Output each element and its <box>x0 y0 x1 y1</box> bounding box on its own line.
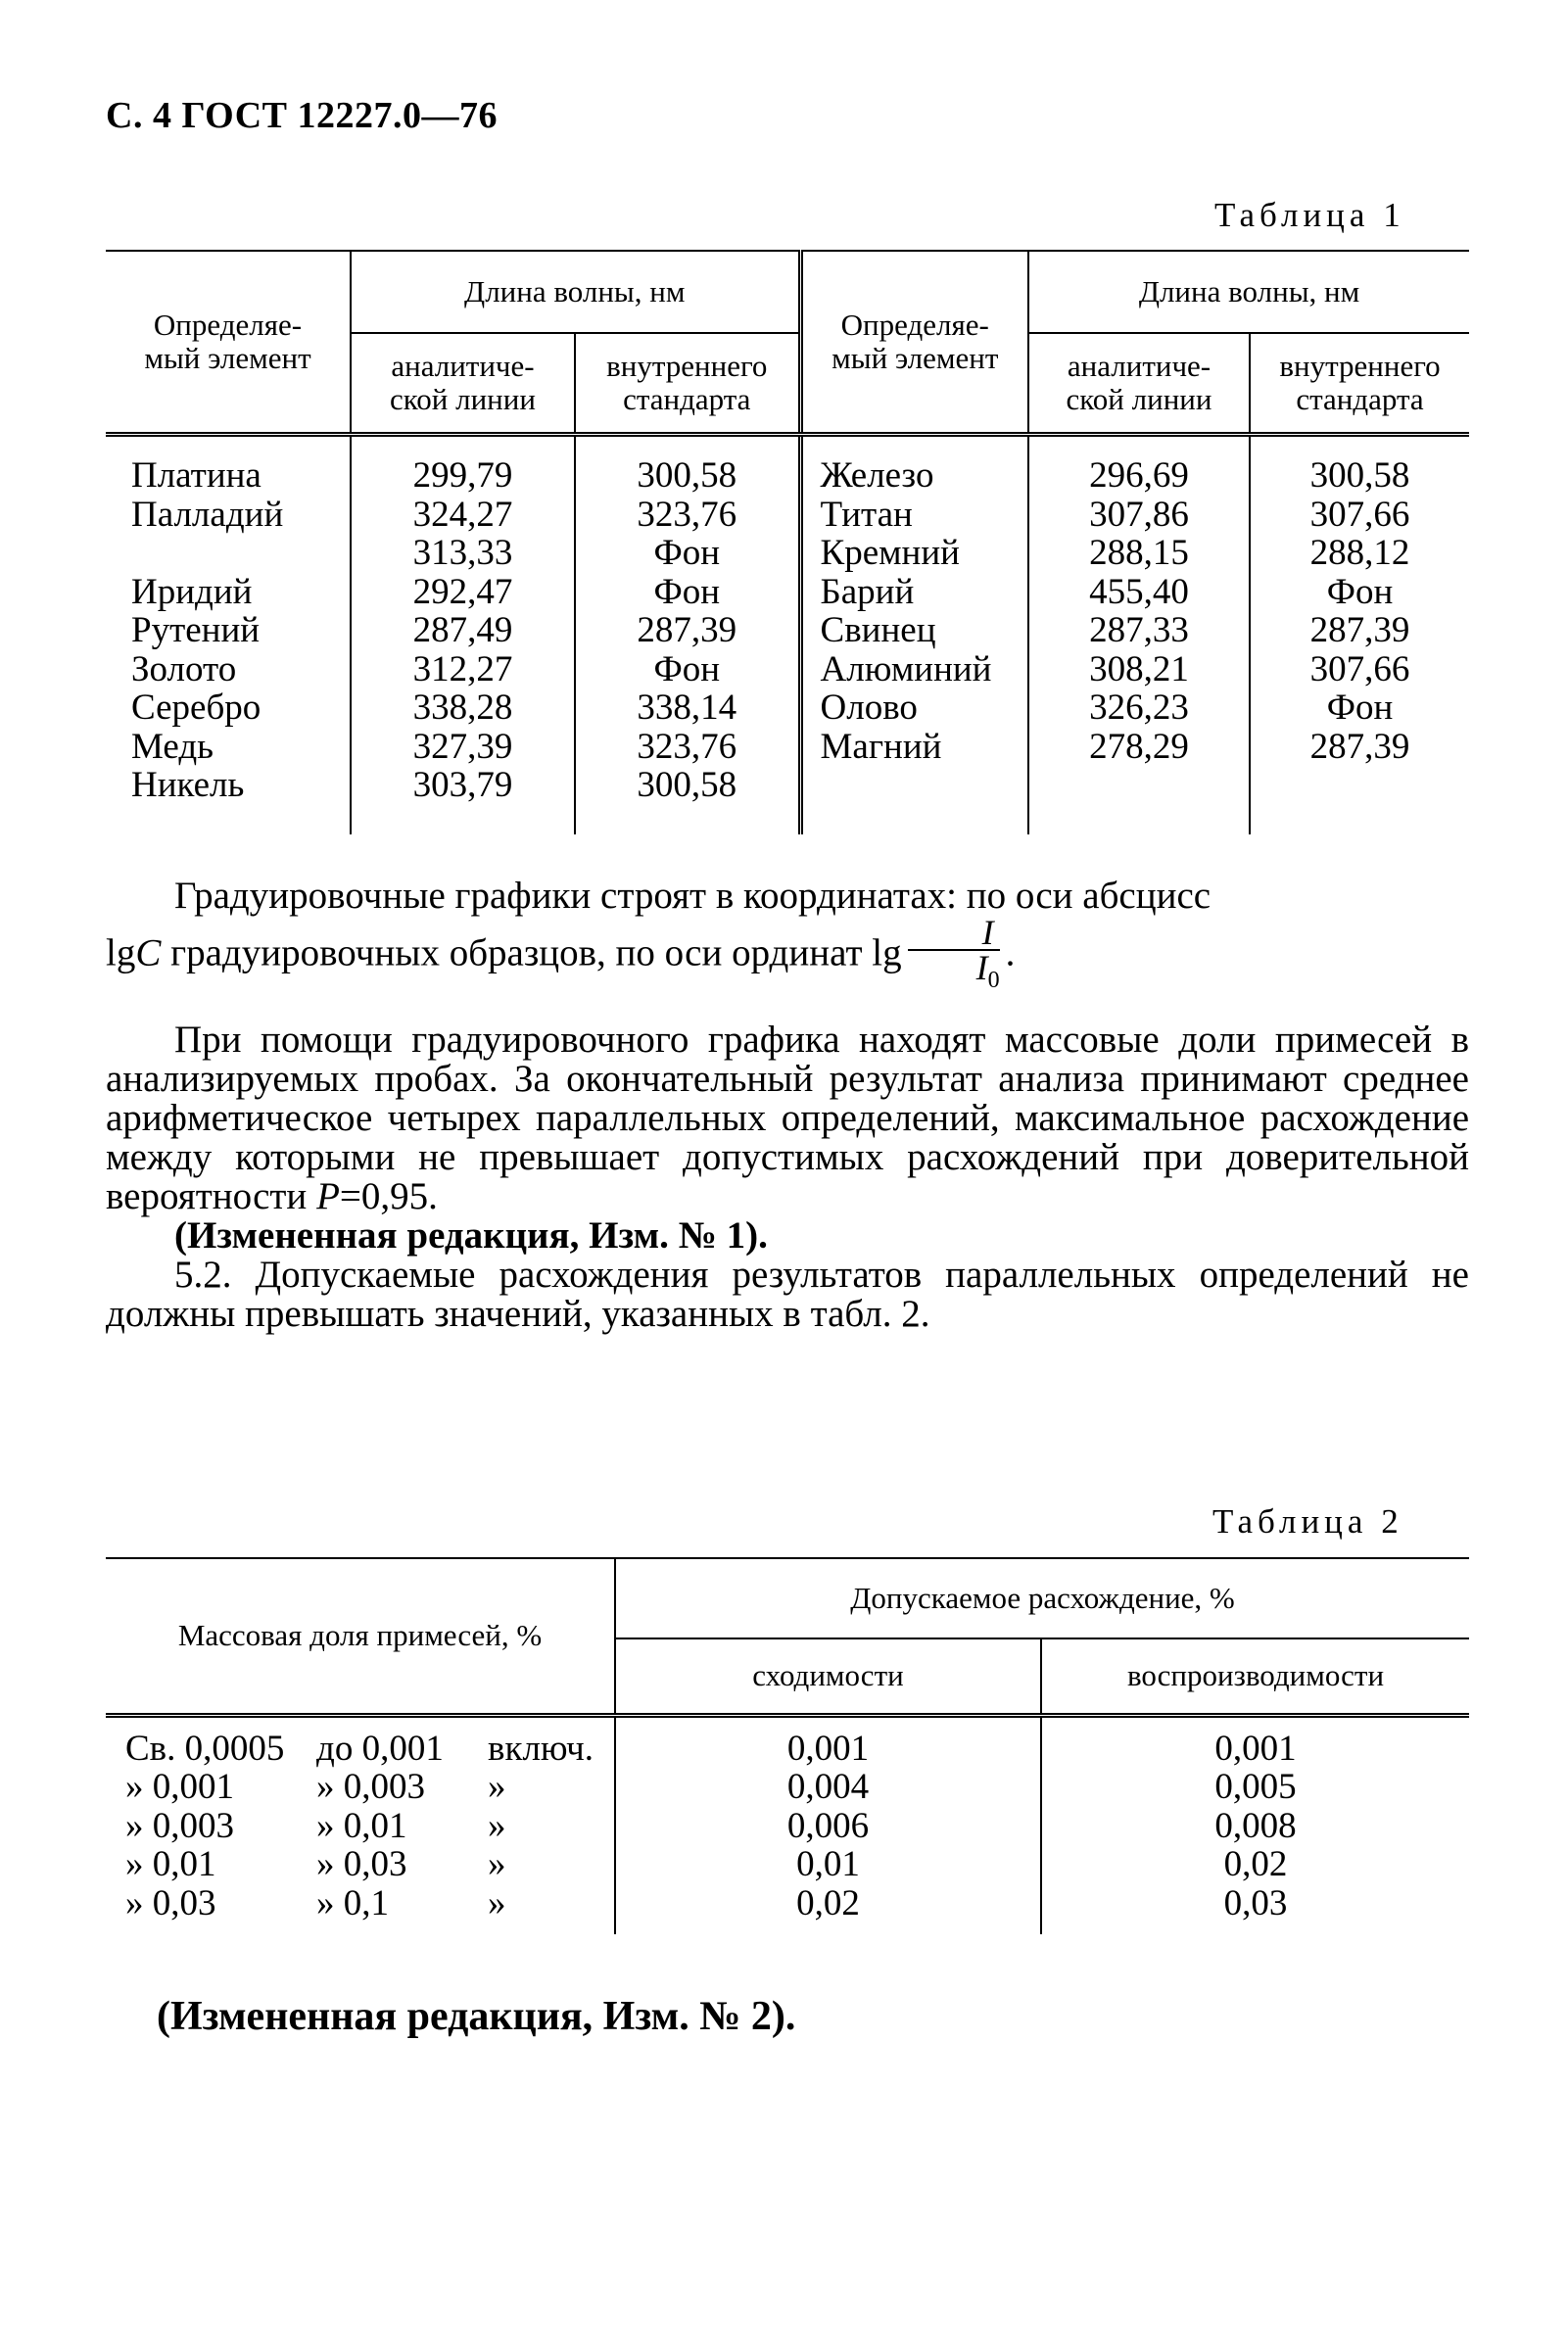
fraction-numerator: I <box>908 916 1000 951</box>
table-row <box>106 1768 1469 1807</box>
t2-head-fraction: Массовая доля примесей, % <box>106 1558 615 1715</box>
element-name: Серебро <box>106 688 351 728</box>
element-name <box>106 534 351 573</box>
table-row <box>106 496 1469 535</box>
internal-standard: 338,14 <box>575 688 800 728</box>
table-row <box>106 650 1469 689</box>
fraction-denominator: $I_0$ <box>975 948 1000 994</box>
convergence-value: 0,006 <box>615 1807 1041 1846</box>
analytical-line: 338,28 <box>351 688 575 728</box>
internal-standard: 300,58 <box>575 435 800 496</box>
table-row <box>106 573 1469 612</box>
internal-standard: Фон <box>575 573 800 612</box>
t1-head-internal-right: внутреннего стандарта <box>1250 333 1469 435</box>
internal-standard: 323,76 <box>575 728 800 767</box>
fraction-range <box>106 1715 615 1768</box>
element-name: Кремний <box>800 534 1028 573</box>
internal-standard: Фон <box>575 650 800 689</box>
paragraph-calibration-end: . <box>1005 931 1016 974</box>
internal-standard: 288,12 <box>1309 533 1410 573</box>
intensity-fraction <box>908 913 1000 997</box>
convergence-value: 0,02 <box>615 1884 1041 1935</box>
table-row <box>106 728 1469 767</box>
range-suffix: » <box>488 1805 506 1846</box>
amendment-1: (Измененная редакция, Изм. № 1). <box>174 1214 768 1257</box>
table-row <box>106 766 1469 834</box>
element-name <box>800 766 1028 834</box>
table-row <box>106 1884 1469 1935</box>
analytical-line: 278,29 <box>1028 728 1250 767</box>
analytical-line: 296,69 <box>1028 435 1250 496</box>
analytical-line: 292,47 <box>351 573 575 612</box>
page-header: С. 4 ГОСТ 12227.0—76 <box>106 95 498 136</box>
range-from: » 0,01 <box>125 1844 216 1884</box>
analytical-line <box>1028 766 1250 834</box>
internal-standard: 287,39 <box>1309 610 1410 650</box>
t1-head-internal-left: внутреннего стандарта <box>575 333 800 435</box>
analytical-line: 287,49 <box>351 611 575 650</box>
analytical-line: 313,33 <box>351 534 575 573</box>
element-name: Магний <box>800 728 1028 767</box>
analytical-line: 455,40 <box>1028 573 1250 612</box>
reproducibility-value: 0,03 <box>1223 1882 1288 1923</box>
c-symbol: C <box>135 931 162 974</box>
table1-caption: Таблица 1 <box>1214 196 1405 234</box>
text-block-results <box>106 1021 1469 1334</box>
analytical-line: 327,39 <box>351 728 575 767</box>
table2 <box>106 1557 1469 1934</box>
element-name: Титан <box>800 496 1028 535</box>
element-name: Барий <box>800 573 1028 612</box>
t2-head-tolerance: Допускаемое расхождение, % <box>615 1558 1469 1638</box>
analytical-line: 324,27 <box>351 496 575 535</box>
element-name: Алюминий <box>800 650 1028 689</box>
element-name: Олово <box>800 688 1028 728</box>
p-symbol: P <box>316 1175 340 1217</box>
element-name: Никель <box>106 766 351 834</box>
element-name: Платина <box>106 435 351 496</box>
range-suffix: включ. <box>488 1728 594 1769</box>
probability-value: =0,95. <box>339 1175 438 1217</box>
element-name: Железо <box>800 435 1028 496</box>
internal-standard: 300,58 <box>1309 455 1410 496</box>
convergence-value: 0,004 <box>615 1768 1041 1807</box>
internal-standard: 307,66 <box>1309 494 1410 535</box>
analytical-line: 326,23 <box>1028 688 1250 728</box>
t1-head-element-left: Определяе- мый элемент <box>106 251 351 435</box>
table-row <box>106 435 1469 496</box>
analytical-line: 312,27 <box>351 650 575 689</box>
analytical-line: 308,21 <box>1028 650 1250 689</box>
convergence-value: 0,01 <box>615 1845 1041 1884</box>
t1-head-analytical-right: аналитиче- ской линии <box>1028 333 1250 435</box>
paragraph-calibration-text-2: градуировочных образцов, по оси ординат lg <box>161 931 902 974</box>
table1 <box>106 250 1469 834</box>
text-block-calibration <box>106 877 1469 997</box>
reproducibility-value: 0,001 <box>1214 1728 1297 1769</box>
t1-head-wavelength-left: Длина волны, нм <box>351 251 800 333</box>
analytical-line: 299,79 <box>351 435 575 496</box>
range-to: » 0,1 <box>316 1882 389 1923</box>
table-row <box>106 1715 1469 1768</box>
lg-symbol: lg <box>106 931 136 974</box>
fraction-range <box>106 1768 615 1807</box>
internal-standard <box>1250 766 1469 834</box>
element-name: Золото <box>106 650 351 689</box>
element-name: Медь <box>106 728 351 767</box>
reproducibility-value: 0,008 <box>1214 1805 1297 1846</box>
element-name: Палладий <box>106 496 351 535</box>
paragraph-calibration-text: Градуировочные графики строят в координатах: по оси абсцисс <box>174 875 1212 917</box>
analytical-line: 288,15 <box>1028 534 1250 573</box>
t2-head-reproducibility: воспроизводимости <box>1041 1638 1469 1715</box>
table-row <box>106 1845 1469 1884</box>
internal-standard: Фон <box>575 534 800 573</box>
internal-standard: Фон <box>1326 571 1394 612</box>
table2-caption: Таблица 2 <box>1212 1502 1403 1541</box>
reproducibility-value: 0,005 <box>1214 1767 1297 1807</box>
range-suffix: » <box>488 1882 506 1923</box>
element-name: Иридий <box>106 573 351 612</box>
internal-standard: 307,66 <box>1309 648 1410 689</box>
range-suffix: » <box>488 1767 506 1807</box>
table-row <box>106 611 1469 650</box>
range-to: » 0,01 <box>316 1805 407 1846</box>
analytical-line: 307,86 <box>1028 496 1250 535</box>
fraction-range <box>106 1884 615 1935</box>
internal-standard: 300,58 <box>575 766 800 834</box>
range-from: » 0,03 <box>125 1882 216 1923</box>
range-suffix: » <box>488 1844 506 1884</box>
internal-standard: 323,76 <box>575 496 800 535</box>
t1-head-wavelength-right: Длина волны, нм <box>1028 251 1469 333</box>
internal-standard: 287,39 <box>575 611 800 650</box>
paragraph-calibration <box>106 877 1469 997</box>
fraction-range <box>106 1845 615 1884</box>
analytical-line: 287,33 <box>1028 611 1250 650</box>
range-to: » 0,003 <box>316 1767 425 1807</box>
t2-head-convergence: сходимости <box>615 1638 1041 1715</box>
t1-head-element-right: Определяе- мый элемент <box>800 251 1028 435</box>
element-name: Свинец <box>800 611 1028 650</box>
convergence-value: 0,001 <box>615 1715 1041 1768</box>
paragraph-5-2: 5.2. Допускаемые расхождения результатов параллельных определений не должны превышать значений, указанных в табл. 2. <box>106 1254 1469 1335</box>
paragraph-results <box>106 1021 1469 1216</box>
internal-standard: 287,39 <box>1309 726 1410 767</box>
table-row <box>106 534 1469 573</box>
reproducibility-value: 0,02 <box>1223 1844 1288 1884</box>
internal-standard: Фон <box>1326 688 1394 728</box>
range-to: » 0,03 <box>316 1844 407 1884</box>
range-to: до 0,001 <box>316 1728 444 1769</box>
table-row <box>106 688 1469 728</box>
table-row <box>106 1807 1469 1846</box>
t1-head-analytical-left: аналитиче- ской линии <box>351 333 575 435</box>
range-from: » 0,003 <box>125 1805 234 1846</box>
fraction-range <box>106 1807 615 1846</box>
analytical-line: 303,79 <box>351 766 575 834</box>
range-from: » 0,001 <box>125 1767 234 1807</box>
range-from: Св. 0,0005 <box>125 1728 285 1769</box>
paragraph-results-text: При помощи градуировочного графика находят массовые доли примесей в анализируемых пробах. За окончательный результат анализа принимают среднее арифметическое четырех параллельных определений, максимальное расхождение между которыми не превышает допустимых расхождений при доверительной вероятности <box>106 1019 1469 1217</box>
amendment-2: (Измененная редакция, Изм. № 2). <box>157 1994 796 2039</box>
element-name: Рутений <box>106 611 351 650</box>
